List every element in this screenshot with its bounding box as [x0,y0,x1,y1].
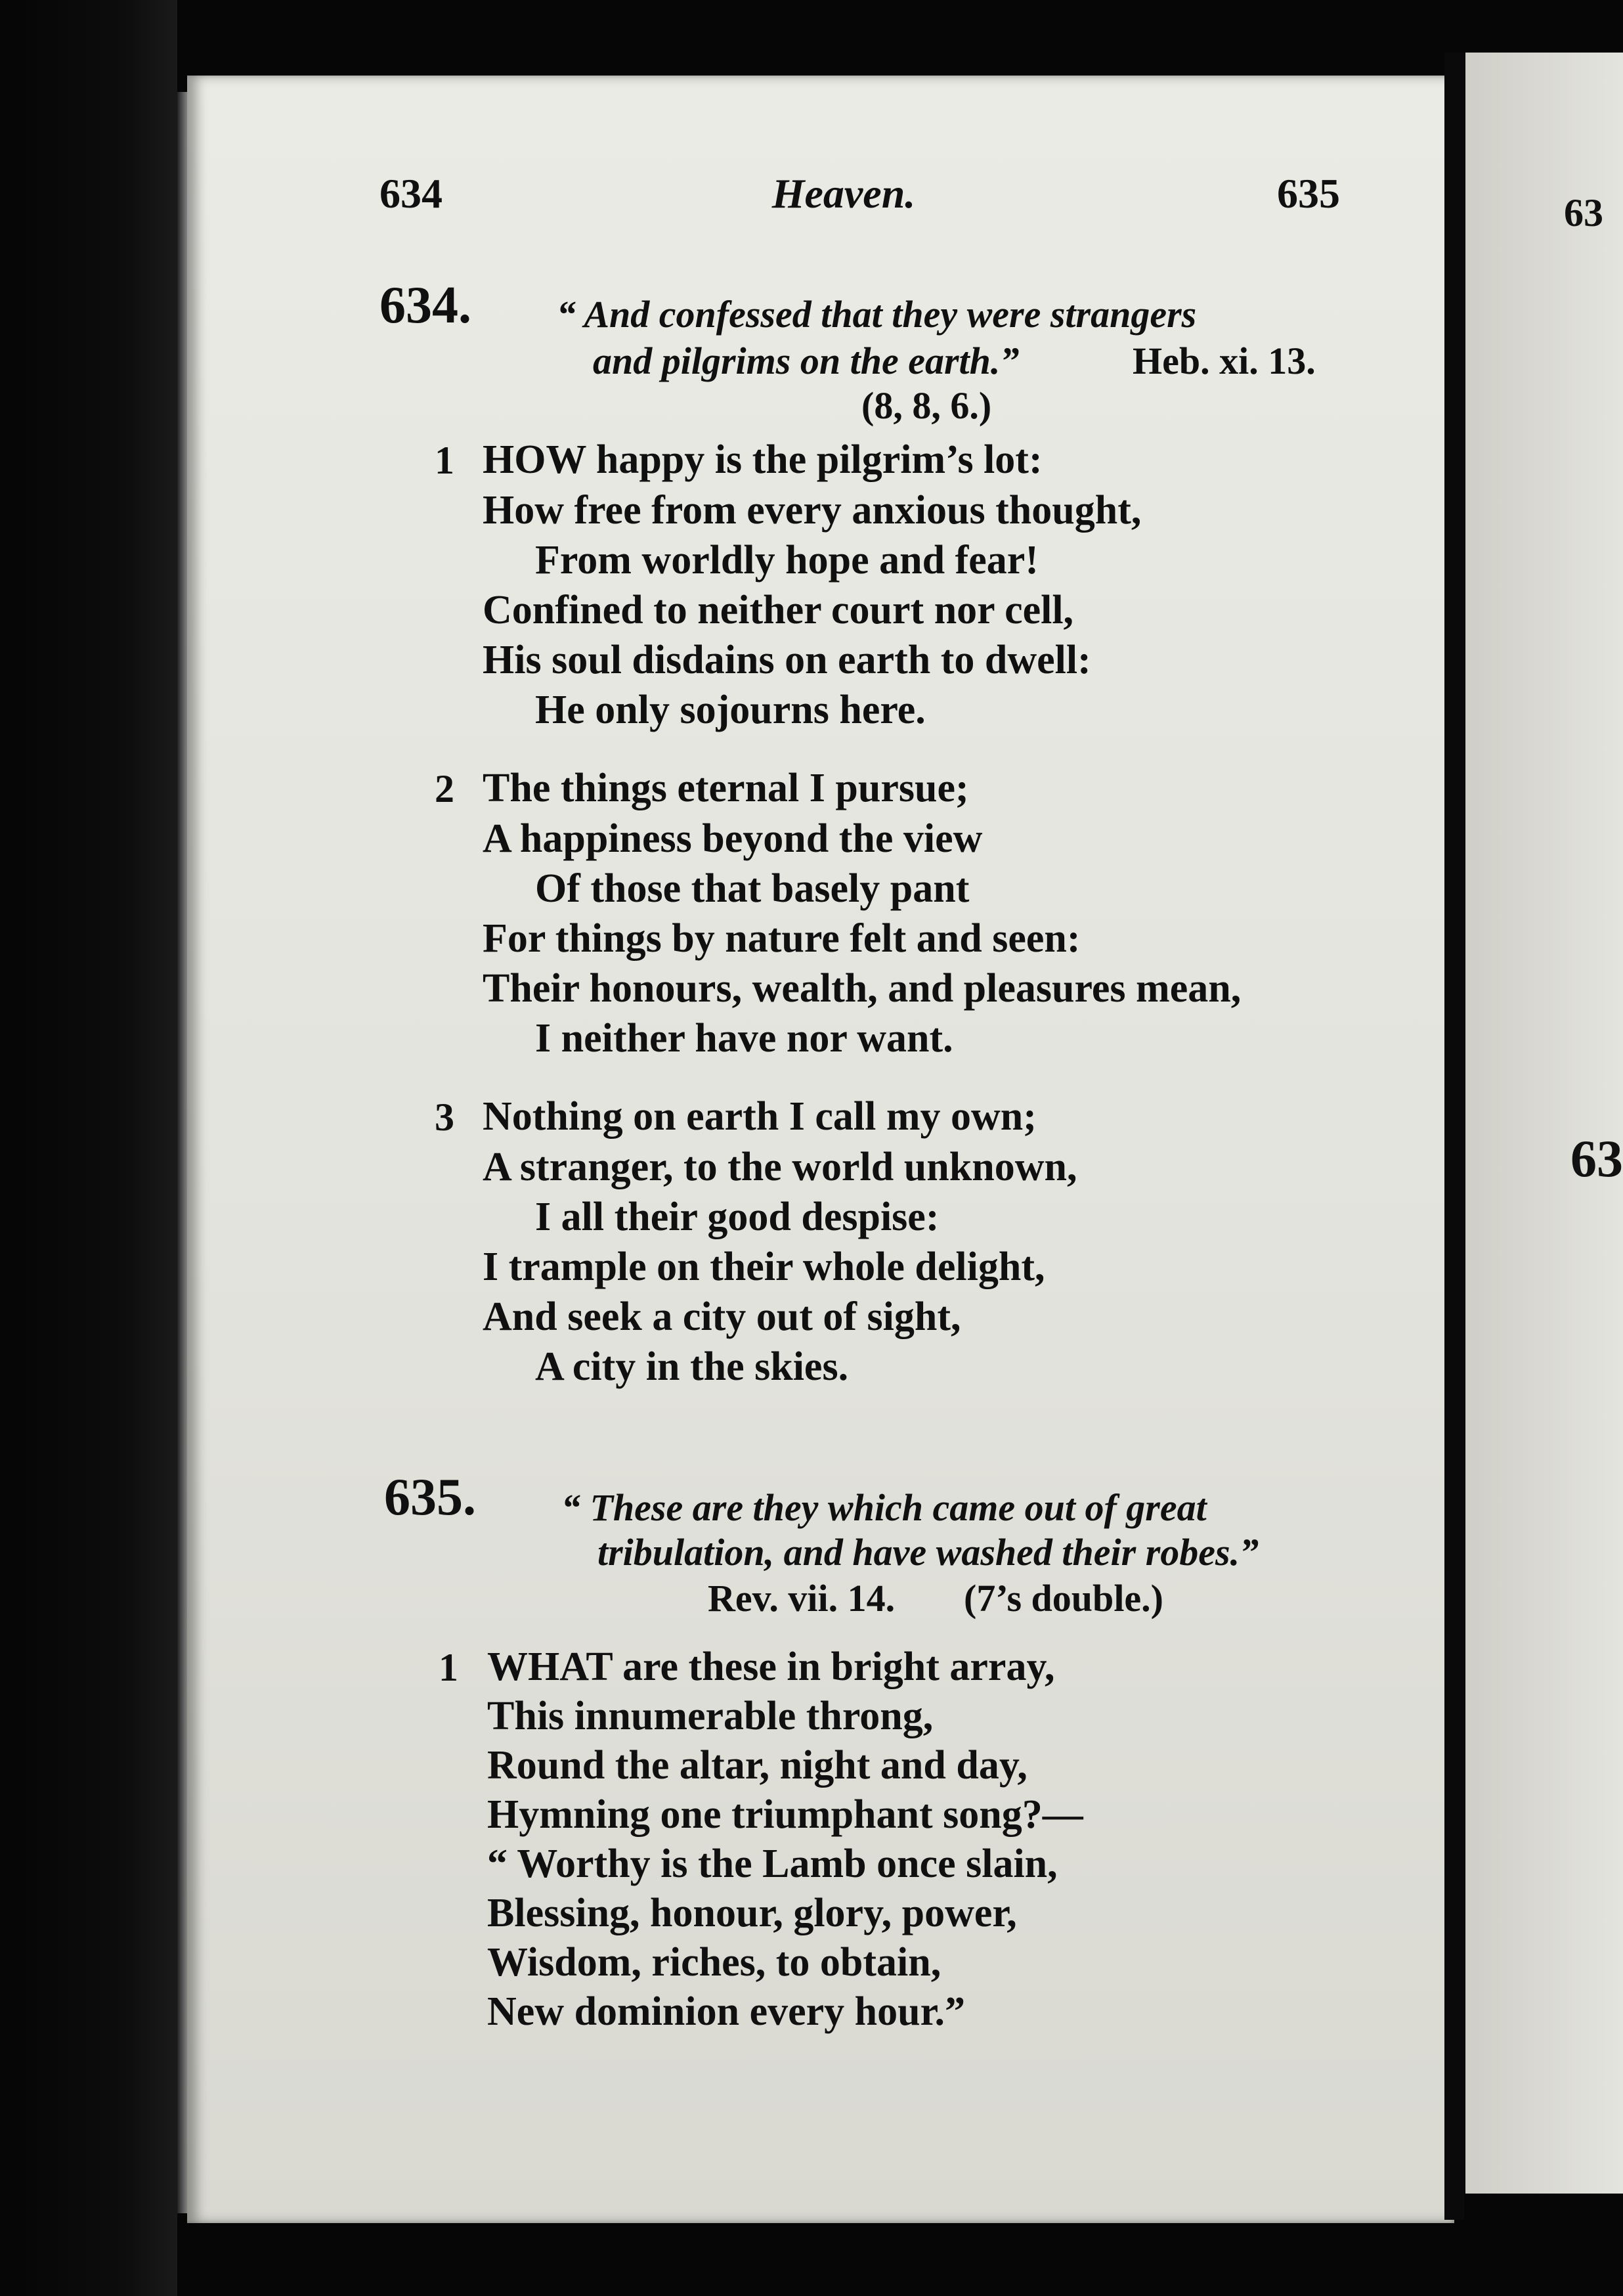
scripture-reference: Heb. xi. 13. [1133,340,1316,382]
verse-line: HOW happy is the pilgrim’s lot: [483,437,1043,482]
verse-line: For things by nature felt and seen: [483,916,1081,961]
verse-line: Round the altar, night and day, [487,1743,1028,1788]
verse-line: His soul disdains on earth to dwell: [483,638,1091,682]
verse-line: From worldly hope and fear! [535,538,1039,583]
verse-number: 1 [439,1646,458,1689]
verse-line: WHAT are these in bright array, [487,1645,1055,1689]
verse-line: A happiness beyond the view [483,816,983,861]
epigraph-line: “ And confessed that they were strangers [557,293,1197,336]
scripture-reference: Rev. vii. 14. [708,1577,896,1620]
epigraph-line: and pilgrims on the earth.” [593,340,1020,382]
verse-line: Wisdom, riches, to obtain, [487,1940,941,1985]
verse-line: A stranger, to the world unknown, [483,1145,1077,1189]
verse-number: 2 [435,767,454,810]
meter: (7’s double.) [964,1577,1163,1620]
verse-line: How free from every anxious thought, [483,488,1142,533]
page-number-left: 634 [379,170,443,217]
epigraph-line: tribulation, and have washed their robes.” [597,1531,1259,1574]
verse-line: A city in the skies. [535,1344,849,1389]
epigraph-line: “ These are they which came out of great [561,1486,1207,1529]
verse-line: He only sojourns here. [535,688,926,732]
verse-line: I all their good despise: [535,1195,940,1239]
verse-line: The things eternal I pursue; [483,766,969,810]
hymn-number: 634. [379,276,471,334]
verse-line: I neither have nor want. [535,1016,953,1061]
verse-line: I trample on their whole delight, [483,1245,1045,1289]
adjacent-page-number-fragment: 63 [1564,191,1603,234]
running-head-title: Heaven. [771,170,916,217]
adjacent-hymn-number-fragment: 63 [1570,1130,1623,1188]
verse-line: “ Worthy is the Lamb once slain, [487,1842,1058,1886]
verse-line: And seek a city out of sight, [483,1294,961,1339]
verse-line: Of those that basely pant [535,866,970,911]
verse-line: Confined to neither court nor cell, [483,588,1074,632]
meter: (8, 8, 6.) [861,384,992,427]
verse-number: 3 [435,1095,454,1139]
verse-line: Nothing on earth I call my own; [483,1094,1037,1139]
verse-line: Blessing, honour, glory, power, [487,1891,1017,1935]
verse-line: Hymning one triumphant song?— [487,1792,1083,1837]
verse-number: 1 [435,439,454,482]
verse-line: Their honours, wealth, and pleasures mean, [483,966,1242,1011]
page-number-right: 635 [1277,170,1340,217]
hymn-number: 635. [384,1468,476,1526]
verse-line: New dominion every hour.” [487,1989,965,2034]
verse-line: This innumerable throng, [487,1694,934,1738]
